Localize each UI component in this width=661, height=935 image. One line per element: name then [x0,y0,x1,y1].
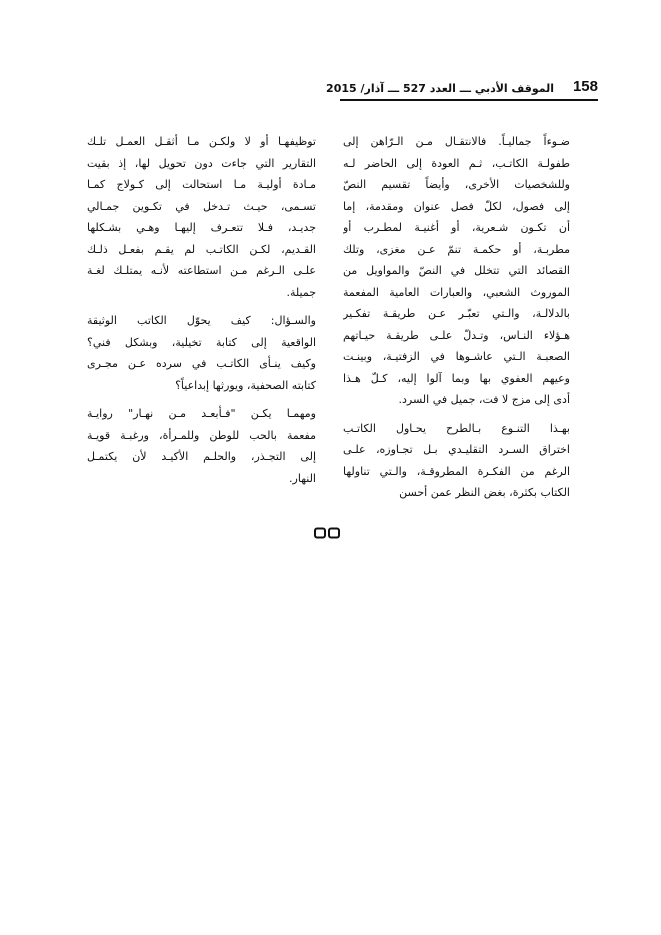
text-line: هـؤلاء النـاس، وتـدلّ علـى طريقـة حيـاتهم [343,328,570,342]
text-line: مـادة أوليـة مـا استحالت إلى كـولاج كمـا [87,178,316,191]
paragraph [87,310,316,396]
header-title: الموقف الأدبي ـــ العدد 527 ـــ آذار/ 2015 [326,82,554,95]
text-line: اختراق السـرد التقليـدي بـل تجـاوزه، علـى [343,443,570,456]
paragraph-gap [343,411,570,418]
text-line: كتابته الصحفية، ويورثها إبداعياً؟ [175,378,316,392]
text-line: إلى التجـذر، والحلـم الأكيـد لأن يكتمـل [87,450,316,463]
paragraph [343,131,570,411]
text-line: الموروث الشعبي، والعبارات العامية المفعمة [343,285,570,299]
text-line: توظيفهـا أو لا ولكـن مـا أثقـل العمـل تلـك [87,135,316,148]
end-of-article-icon [314,527,340,539]
paragraph [87,403,316,489]
text-line: الرغم من الفكـرة المطروقـة، والـتي تناولها [343,464,570,478]
text-line: علـى الـرغم مـن استطاعته لأنـه يمتلـك لغـة [87,264,316,277]
text-line: بالدلالـة، والـتي تعبّـر عـن طريقـة تفكـير [343,307,570,320]
text-line: ضـوءاً جماليـاً. فالانتقـال مـن الـرّاهن إلى [343,135,570,148]
left-text-column [87,131,316,489]
text-line: إلى فصول، لكلّ فصل عنوان ومقدمة، إما [343,199,570,213]
text-line: الواقعية إلى كتابة تخيلية، وبشكل فني؟ [87,335,316,349]
text-line: القصائد التي تتخلل في النصّ والمواويل من [343,264,570,277]
text-line: الكتاب بكثرة، بغض النظر عمن أحسن [399,486,570,499]
text-line: جديـد، فـلا تتعـرف إليهـا وهـي بشـكلها [87,221,316,234]
text-line: وكيف ينـأى الكاتـب في سرده عـن مجـرى [87,357,316,370]
paragraph [343,418,570,504]
header-rule [340,99,598,101]
text-line: أدى إلى مزج لا فت، جميل في السرد. [398,393,570,406]
text-line: مفعمة بالحب للوطن وللمـرأة، ورغبـة قويـة [87,428,316,442]
text-line: أن تكـون شـعرية، أو أغنيـة لمطـرب أو [343,221,570,234]
text-line: ومهمـا يكـن "فـأبعـد مـن نهـار" روايـة [87,407,316,420]
text-line: القـديم، لكـن الكاتـب لم يقـم بفعـل ذلـك [87,242,316,256]
running-header [326,77,598,103]
paragraph-gap [87,303,316,310]
text-line: مطربـة، أو حكمـة تنمّ عـن مغزى، وتلك [343,242,570,256]
page-number: 158 [572,78,598,95]
right-text-column [343,131,570,504]
text-line: التقارير التي جاءت دون تحويل لها، إذ بقيت [87,156,316,170]
text-line: والسـؤال: كيف يحوّل الكاتب الوثيقة [87,314,316,327]
text-line: وللشخصيات الأخرى، وأيضاً تقسيم النصّ [343,178,570,191]
paragraph-gap [87,396,316,403]
text-line: النهار. [289,471,316,485]
text-line: الصعبـة الـتي عاشـوها في الزفتيـة، وبينـت [343,350,570,363]
text-line: وعيهم العفوي بها وبما آلوا إليه، كـلّ هـذا [343,371,570,385]
paragraph [87,131,316,303]
text-line: طفولـة الكاتـب، ثـم العودة إلى الحاضر لـه [343,156,570,170]
text-line: بهـذا التنـوع بـالطرح يحـاول الكاتـب [343,421,570,435]
text-line: تسـمى، حيـث تـدخل في تكـوين جمـالي [87,199,316,213]
text-line: جميلة. [286,285,316,299]
